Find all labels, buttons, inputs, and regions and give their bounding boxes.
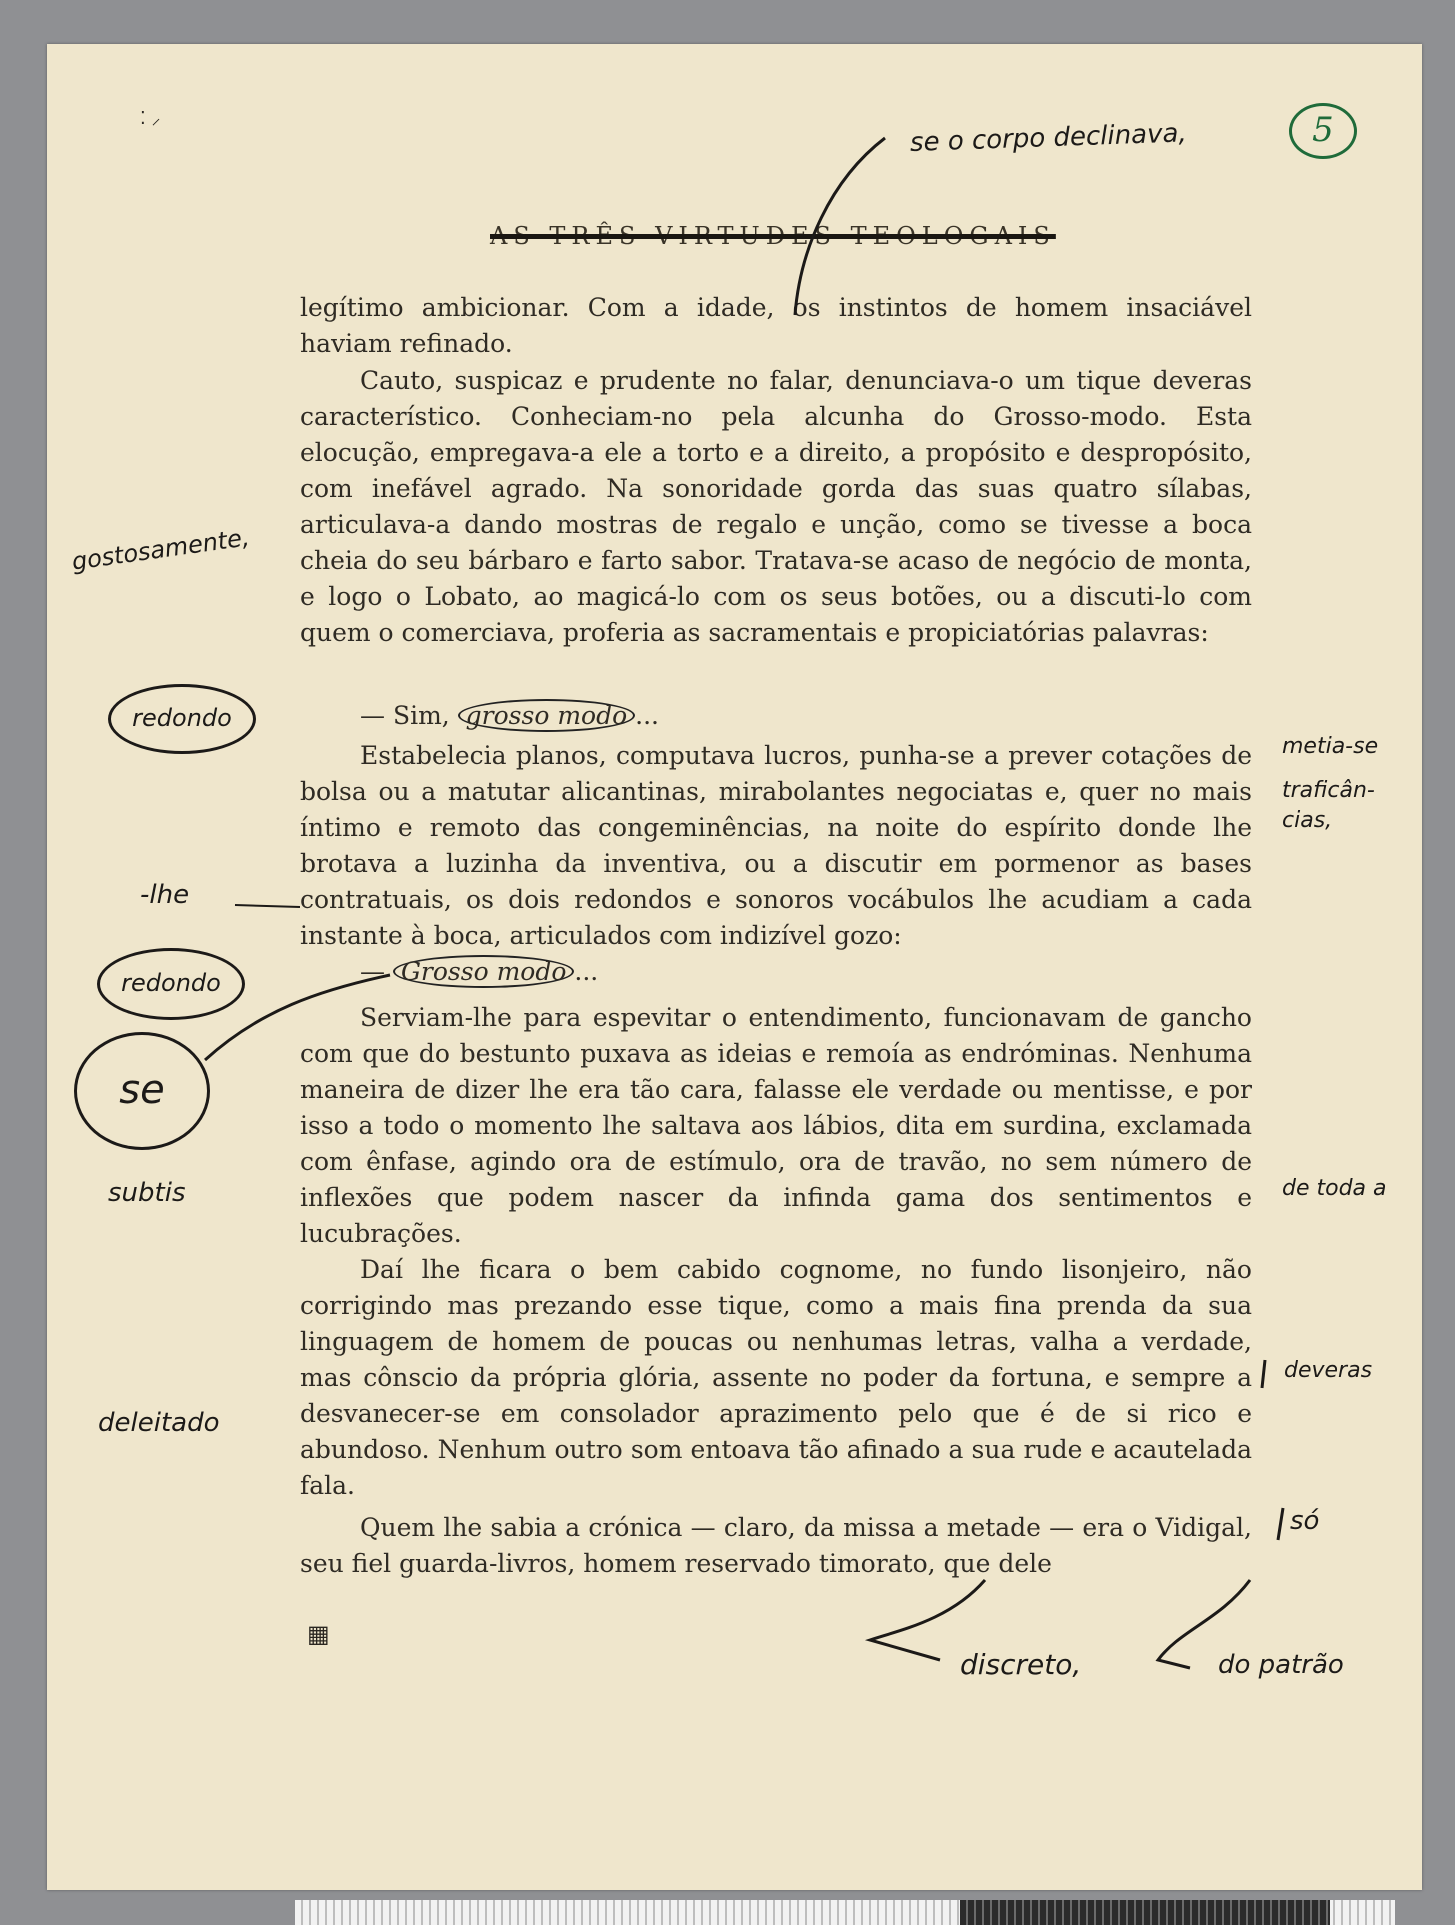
struck-title: AS TRÊS VIRTUDES TEOLOGAIS — [490, 222, 1056, 250]
page-stamp-mark: ▦ — [307, 1620, 330, 1648]
note-deveras: deveras — [1284, 1358, 1373, 1383]
note-redondo-2: redondo — [97, 948, 245, 1020]
paragraph-6: Quem lhe sabia a crónica — claro, da missa a metade — era o Vidigal, seu fiel guarda-livros, homem reservado timorato, que dele — [300, 1513, 1252, 1578]
paragraph-1: legítimo ambicionar. Com a idade, os instintos de homem insaciável haviam refinado. — [300, 293, 1252, 358]
ruler-dark-segment — [960, 1900, 1330, 1925]
paragraph-5: Daí lhe ficara o bem cabido cognome, no fundo lisonjeiro, não corrigindo mas prezando esse tique, como a mais fina prenda da sua linguagem de homem de poucas ou nenhumas letras, valha a verdade, mas cônscio da própria glória, assente no poder da fortuna, e sempre a desvanecer-se em consolador aprazimento pelo que é de si rico e abundoso. Nenhum outro som entoava tão afinado a sua rude e acautelada fala. — [300, 1255, 1252, 1500]
note-lhe: -lhe — [140, 880, 190, 910]
paragraph-4: Serviam-lhe para espevitar o entendimento, funcionavam de gancho com que do bestunto puxava as ideias e remoía as endróminas. Nenhuma maneira de dizer lhe era tão cara, falasse ele verdade ou mentisse, e por isso a todo o momento lhe saltava aos lábios, dita em surdina, exclamada com ênfase, agindo ora de estímulo, ora de travão, no sem número de inflexões que podem nascer da infinda gama dos sentimentos e lucubrações. — [300, 1003, 1252, 1248]
note-deleitado: deleitado — [98, 1408, 220, 1438]
dialogue-sim — [300, 698, 1252, 734]
paragraph-2: Cauto, suspicaz e prudente no falar, denunciava-o um tique deveras característico. Conheciam-no pela alcunha do Grosso-modo. Esta elocução, empregava-a ele a torto e a direito, a propósito e despropósito, com inefável agrado. Na sonoridade gorda das suas quatro sílabas, articulava-a dando mostras de regalo e unção, como se tivesse a boca cheia do seu bárbaro e farto sabor. Tratava-se acaso de negócio de monta, e logo o Lobato, ao magicá-lo com os seus botões, ou a discuti-lo com quem o comerciava, proferia as sacramentais e propiciatórias palavras: — [300, 366, 1252, 647]
note-so: só — [1290, 1506, 1320, 1536]
dialogue-dash: — Sim, — [360, 701, 458, 730]
insert-se-o-corpo: se o corpo declinava, — [909, 118, 1188, 158]
dialogue-ellipsis: ... — [635, 701, 659, 730]
note-metia-se: metia-se — [1282, 734, 1379, 759]
note-de-toda-a: de toda a — [1282, 1176, 1387, 1201]
page-number: 5 — [1289, 103, 1357, 159]
note-gostosamente: gostosamente, — [70, 523, 252, 576]
note-traficancias: traficân-cias, — [1282, 778, 1375, 833]
grosso-modo-circled-2: Grosso modo — [393, 955, 574, 988]
dialogue-grosso — [300, 954, 1252, 990]
note-se: se — [74, 1032, 210, 1150]
note-discreto: discreto, — [960, 1648, 1082, 1681]
corner-mark: ⁚ ⸝ — [140, 108, 161, 129]
note-subtis: subtis — [108, 1178, 186, 1208]
note-do-patrao: do patrão — [1218, 1650, 1344, 1680]
grosso-modo-circled: grosso modo — [458, 699, 635, 732]
color-scale-ruler — [295, 1900, 1395, 1925]
note-redondo-1: redondo — [108, 684, 256, 754]
dialogue-dash-2: — — [360, 957, 393, 986]
paragraph-3: Estabelecia planos, computava lucros, punha-se a prever cotações de bolsa ou a matutar alicantinas, mirabolantes negociatas e, quer no mais íntimo e remoto das congeminências, na noite do espírito donde lhe brotava a luzinha da inventiva, ou a discutir em pormenor as bases contratuais, os dois redondos e sonoros vocábulos lhe acudiam a cada instante à boca, articulados com indizível gozo: — [300, 741, 1252, 950]
dialogue-ellipsis-2: ... — [574, 957, 599, 986]
